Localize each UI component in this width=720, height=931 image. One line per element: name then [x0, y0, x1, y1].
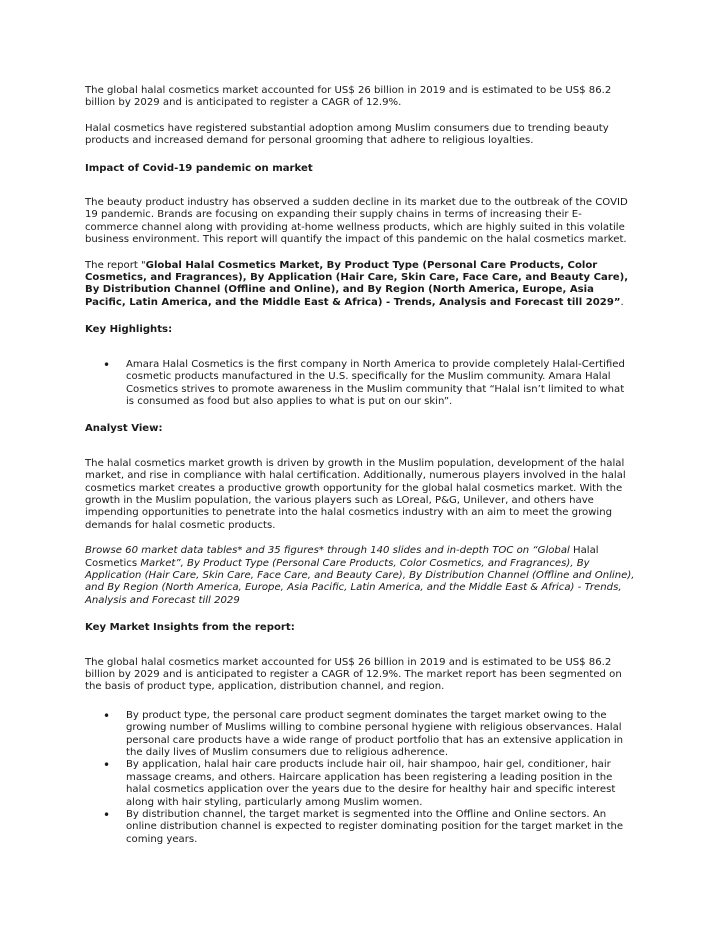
document-page [85, 85, 635, 859]
highlights-list [85, 359, 635, 409]
browse-text-2: Halal Cosmetics [85, 545, 599, 569]
analyst-paragraph: The halal cosmetics market growth is driven by growth in the Muslim population, development of the halal market, and rise in compliance with halal certification. Additionally, numerous players involved in the halal cosmetics market creates a productive growth opportunity for the global halal cosmetics market. With the growth in the Muslim population, the various players such as LOreal, P&G, Unilever, and others have impending opportunities to penetrate into the halal cosmetics industry with an aim to meet the growing demands for halal cosmetic products. [85, 457, 626, 531]
list-item-text: By product type, the personal care product segment dominates the target market owing to the growing number of Muslims willing to combine personal hygiene with religious observances. Halal personal care products have a wide range of product portfolio that has an extensive application in the daily lives of Muslim consumers due to religious adherence. [126, 709, 624, 759]
list-item-text: By distribution channel, the target market is segmented into the Offline and Online sectors. An online distribution channel is expected to register dominating position for the target market in the coming years. [126, 809, 624, 845]
report-prefix: The report " [85, 259, 146, 271]
bullet-icon: • [103, 357, 111, 372]
list-item [85, 359, 635, 409]
insights-heading: Key Market Insights from the report: [85, 622, 295, 634]
bullet-icon: • [103, 758, 111, 773]
list-item-text: By application, halal hair care products include hair oil, hair shampoo, hair gel, conditioner, hair massage creams, and others. Haircare application has been registering a leading position in the halal cosmetics application over the years due to the desire for healthy hair and specific interest along with hair styling, particularly among Muslim women. [126, 759, 616, 808]
report-suffix: . [620, 296, 624, 308]
browse-paragraph [85, 545, 635, 607]
intro-paragraph-2: Halal cosmetics have registered substantial adoption among Muslim consumers due to trending beauty products and increased demand for personal grooming that adhere to religious loyalties. [85, 122, 609, 147]
list-item [85, 809, 635, 846]
browse-text-1: Browse 60 market data tables* and 35 figures* through 140 slides and in-depth TOC on “Global [85, 545, 574, 557]
covid-paragraph: The beauty product industry has observed a sudden decline in its market due to the outbreak of the COVID 19 pandemic. Brands are focusing on expanding their supply chains in terms of increasing their E-commerce channel along with providing at-home wellness products, which are highly suited in this volatile business environment. This report will quantify the impact of this pandemic on the halal cosmetics market. [85, 197, 628, 246]
insights-list [85, 710, 635, 846]
insights-paragraph: The global halal cosmetics market accounted for US$ 26 billion in 2019 and is estimated to be US$ 86.2 billion by 2029 and is anticipated to register a CAGR of 12.9%. The market report has been segmented on the basis of product type, application, distribution channel, and region. [85, 656, 622, 693]
bullet-icon: • [103, 708, 111, 723]
highlights-heading: Key Highlights: [85, 324, 173, 336]
analyst-heading: Analyst View: [85, 423, 163, 435]
report-title: Global Halal Cosmetics Market, By Product Type (Personal Care Products, Color Cosmetics, and Fragrances), By Application (Hair Care, Skin Care, Face Care, and Beauty Care), By Distribution Channel (Offline and Online), and By Region (North America, Europe, Asia Pacific, Latin America, and the Middle East & Africa) - Trends, Analysis and Forecast till 2029” [85, 259, 629, 308]
browse-text-3: Market”, By Product Type (Personal Care Products, Color Cosmetics, and Fragrances), By Application (Hair Care, Skin Care, Face Care, and Beauty Care), By Distribution Channel (Offline and Online), and By Region (North America, Europe, Asia Pacific, Latin America, and the Middle East & Africa) - Trends, Analysis and Forecast till 2029 [85, 557, 635, 606]
report-paragraph [85, 260, 635, 310]
covid-heading: Impact of Covid-19 pandemic on market [85, 162, 313, 174]
list-item [85, 759, 635, 809]
list-item-text: Amara Halal Cosmetics is the first company in North America to provide completely Halal-Certified cosmetic products manufactured in the U.S. specifically for the Muslim community. Amara Halal Cosmetics strives to promote awareness in the Muslim community that “Halal isn’t limited to what is consumed as food but also applies to what is put on our skin”. [126, 358, 625, 407]
intro-paragraph: The global halal cosmetics market accounted for US$ 26 billion in 2019 and is estimated to be US$ 86.2 billion by 2029 and is anticipated to register a CAGR of 12.9%. [85, 85, 612, 109]
bullet-icon: • [103, 808, 111, 823]
list-item [85, 710, 635, 760]
